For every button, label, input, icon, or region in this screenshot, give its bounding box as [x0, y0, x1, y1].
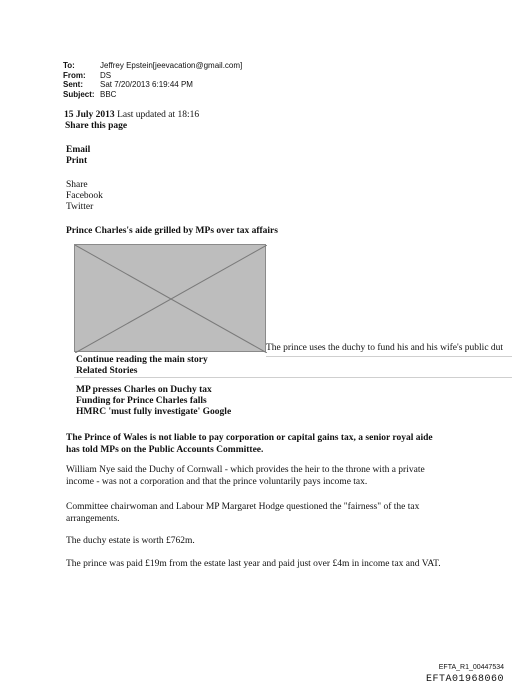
image-caption: The prince uses the duchy to fund his and his wife's public dut	[266, 343, 504, 353]
image-placeholder	[74, 244, 266, 352]
subject-value: BBC	[100, 89, 117, 99]
paragraph: The prince was paid £19m from the estate last year and paid just over £4m in income tax and VAT.	[66, 559, 441, 569]
email-link[interactable]: Email	[66, 145, 91, 155]
related-stories-heading: Related Stories	[76, 366, 138, 376]
article-date: 15 July 2013	[64, 110, 115, 120]
continue-reading-link[interactable]: Continue reading the main story	[76, 355, 208, 365]
paragraph: The duchy estate is worth £762m.	[66, 536, 195, 546]
share-label: Share	[66, 180, 88, 190]
dateline	[64, 110, 199, 122]
subject-label: Subject:	[63, 89, 95, 99]
lead-paragraph: The Prince of Wales is not liable to pay corporation or capital gains tax, a senior royal aide has told MPs on the Public Accounts Committee.	[66, 433, 433, 455]
related-item[interactable]: Funding for Prince Charles falls	[76, 396, 207, 406]
from-value: DS	[100, 70, 112, 80]
to-value: Jeffrey Epstein[jeevacation@gmail.com]	[100, 61, 243, 70]
sent-value: Sat 7/20/2013 6:19:44 PM	[100, 80, 193, 89]
paragraph: Committee chairwoman and Labour MP Margaret Hodge questioned the "fairness" of the tax arrangements.	[66, 502, 420, 524]
related-divider	[74, 377, 512, 378]
twitter-link[interactable]: Twitter	[66, 202, 94, 212]
to-label: To:	[63, 61, 75, 70]
from-label: From:	[63, 70, 86, 80]
share-this-page: Share this page	[65, 121, 128, 131]
bates-ref-small: EFTA_R1_00447534	[438, 664, 504, 671]
print-link[interactable]: Print	[66, 156, 88, 166]
bates-ref: EFTA01968060	[425, 674, 504, 685]
last-updated: Last updated at 18:16	[114, 110, 200, 120]
sent-label: Sent:	[63, 80, 83, 89]
related-item[interactable]: MP presses Charles on Duchy tax	[76, 385, 212, 395]
missing-image-icon	[75, 245, 267, 353]
headline: Prince Charles's aide grilled by MPs over tax affairs	[66, 226, 278, 236]
facebook-link[interactable]: Facebook	[66, 191, 103, 201]
related-item[interactable]: HMRC 'must fully investigate' Google	[76, 407, 232, 417]
email-header	[63, 61, 242, 99]
continue-divider	[266, 356, 512, 357]
paragraph: William Nye said the Duchy of Cornwall - which provides the heir to the throne with a private income - was not a corporation and that the prince voluntarily pays income tax.	[66, 465, 425, 487]
